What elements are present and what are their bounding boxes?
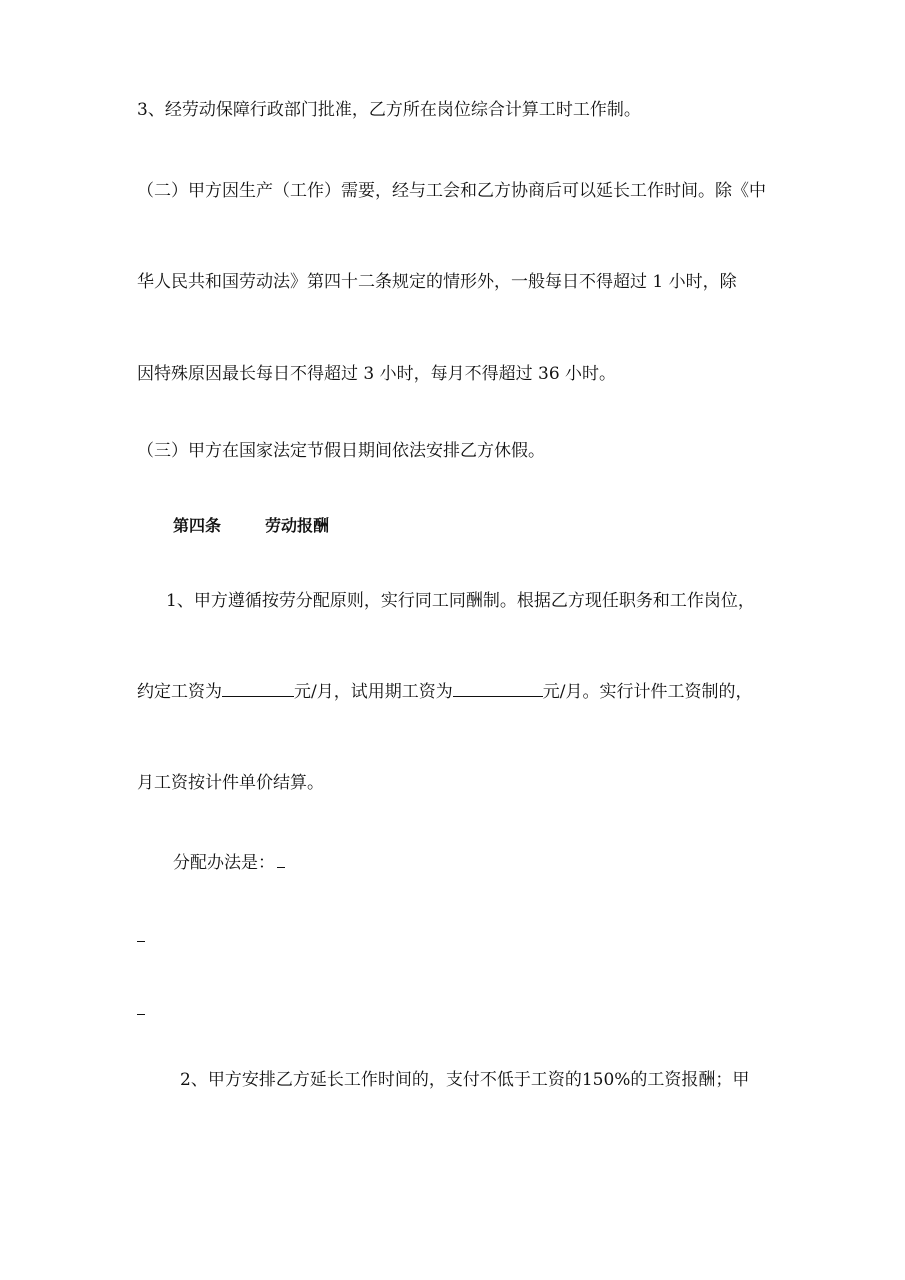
paragraph-line: （二）甲方因生产（工作）需要，经与工会和乙方协商后可以延长工作时间。除《中 (137, 181, 766, 201)
probation-label: 元/月，试用期工资为 (294, 682, 453, 702)
paragraph-line: （三）甲方在国家法定节假日期间依法安排乙方休假。 (137, 441, 545, 461)
distribution-line (173, 852, 285, 874)
paragraph-line: 因特殊原因最长每日不得超过 3 小时，每月不得超过 36 小时。 (137, 364, 617, 384)
salary-blank[interactable] (222, 681, 294, 697)
blank-line[interactable] (137, 941, 145, 942)
salary-label: 约定工资为 (137, 682, 222, 702)
distribution-label: 分配办法是： (173, 853, 275, 873)
salary-line (137, 681, 752, 703)
piecework-label: 元/月。实行计件工资制的， (542, 682, 753, 702)
paragraph-line: 华人民共和国劳动法》第四十二条规定的情形外，一般每日不得超过 1 小时，除 (137, 272, 737, 292)
paragraph-line: 1、甲方遵循按劳分配原则，实行同工同酬制。根据乙方现任职务和工作岗位， (166, 591, 755, 611)
paragraph-line: 2、甲方安排乙方延长工作时间的，支付不低于工资的150%的工资报酬；甲 (180, 1070, 750, 1090)
article-name: 劳动报酬 (265, 516, 330, 535)
blank-line[interactable] (137, 1014, 145, 1015)
distribution-blank[interactable] (277, 852, 285, 868)
article-heading (173, 515, 329, 537)
article-number: 第四条 (173, 516, 222, 535)
paragraph-line: 3、经劳动保障行政部门批准，乙方所在岗位综合计算工时工作制。 (137, 100, 641, 120)
paragraph-line: 月工资按计件单价结算。 (137, 773, 324, 793)
probation-salary-blank[interactable] (453, 681, 543, 697)
